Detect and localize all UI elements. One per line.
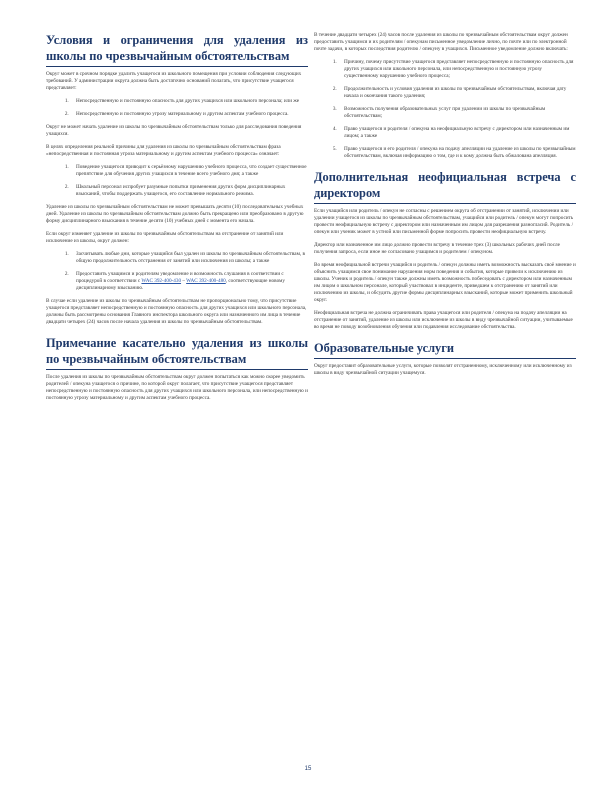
right-column	[314, 32, 576, 383]
paragraph: Если округ изменяет удаление из школы по чрезвычайным обстоятельствам на отстранение от занятий или исключение из школы, округ должен:	[46, 231, 284, 244]
list-item: 2. Непосредственную и постоянную угрозу материальному и другим аспектам учебного процесса.	[70, 111, 308, 118]
paragraph: Удаление из школы по чрезвычайным обстоятельствам не может превышать десяти (10) последовательных учебных дней. Удаление из школы по чрезвычайным обстоятельствам должно быть прекращено или преобразовано в другую форму дисциплинарного взыскания в течение десяти (10) учебных дней с момента его начала.	[46, 204, 304, 224]
paragraph: После удаления из школы по чрезвычайным обстоятельствам округ должен попытаться как можно скорее уведомить родителей / опекуна учащегося о причине, по которой округ полагает, что присутствие учащегося представляет непосредственную и постоянную опасность для других учащихся или школьного персонала, или непосредственную и постоянную угрозу материальному и другим аспектам учебного процесса.	[46, 374, 308, 401]
list-conversion	[46, 251, 308, 292]
heading-emergency-removal-conditions: Условия и ограничения для удаления из школы по чрезвычайным обстоятельствам	[46, 32, 308, 67]
list-item: 1. Причину, почему присутствие учащегося представляет непосредственную и постоянную опасность для других учащихся или школьного персонала, или непосредственную и постоянную угрозу существенному нарушению учебного процесса;	[338, 59, 576, 80]
paragraph: Если учащийся или родитель / опекун не согласны с решением округа об отстранении от занятий, исключении или удалении учащегося из школы по чрезвычайным обстоятельствам, учащийся или родитель / опекун могут попросить провести неофициальную встречу с директором или назначенным им лицом для разрешения разногласий. Родитель / опекун или ученик может в устной или письменной форме попросить провести неофициальную встречу.	[314, 208, 574, 235]
wac-link-430[interactable]: WAC 392-400-430	[141, 278, 182, 284]
paragraph: Округ может в срочном порядке удалить учащегося из школьного помещения при условии соблюдения следующих требований. У администрации округа должна быть достаточно оснований полагать, что присутствие учащегося представляет:	[46, 71, 302, 91]
left-column	[46, 32, 308, 408]
list-item: 2. Школьный персонал испробует разумные попытки применения других форм дисциплинарных взысканий, чтобы поддержать учащегося, его составление нормального режима.	[70, 184, 308, 198]
paragraph: Округ не может начать удаление из школы по чрезвычайным обстоятельствам только для расследования поведения учащихся.	[46, 124, 302, 137]
list-item-text: Предоставить учащимся и родителям уведомление и возможность слушания в соответствии с процедурой в соответствии с	[76, 271, 284, 284]
heading-emergency-removal-notice: Примечание касательно удаления из школы по чрезвычайным обстоятельствам	[46, 335, 308, 370]
paragraph: Во время неофициальной встречи учащийся и родитель / опекун должны иметь возможность высказать своё мнение и объяснить учащимся свое понимание нарушения норм поведения и события, которые привели к исключению из школы. Ученик и родитель / опекун также должны иметь возможность побеседовать с директором или назначенным им лицом о школьном персонале, который участвовал в инциденте, приведшем к отстранению от занятий или исключению из школы, и обсудить другие формы дисциплинарных взысканий, которые может применить школьный округ.	[314, 262, 576, 303]
link-separator: –	[182, 278, 185, 284]
heading-informal-meeting: Дополнительная неофициальная встреча с директором	[314, 169, 576, 204]
paragraph: В течение двадцати четырех (24) часов после удаления из школы по чрезвычайным обстоятельствам округ должен предоставить учащимся и их родителям / опекунам письменное уведомление лично, по почте или по электронной почте задачи, в которых последствия родителю / опекуну в учащихся. Письменное уведомление должно включать:	[314, 32, 568, 52]
list-item: 1. Засчитывать любые дни, которые учащийся был удален из школы по чрезвычайным обстоятельствам, в общую продолжительность отстранения от занятий или исключения из школы; а также	[70, 251, 308, 265]
paragraph: Округ предоставит образовательные услуги, которые позволят отстраненному, исключенному или исключенному из школы в виду чрезвычайной ситуации учащемуся.	[314, 363, 572, 376]
paragraph: В случае если удаление из школы по чрезвычайным обстоятельствам не пропорционально тому, что присутствие учащегося представляет непосредственную и постоянную опасность для других учащихся или школьного персонала, должны быть рассмотрены основания Главного инспектора школьного округа или назначенного им лица в течение двадцати четырех (24) часов после начала удаления из школы по чрезвычайным обстоятельствам.	[46, 298, 307, 325]
list-definition	[46, 164, 308, 198]
wac-link-480[interactable]: WAC 392-400-480	[186, 278, 226, 284]
paragraph: Директор или назначенное им лицо должно провести встречу в течение трех (3) школьных рабочих дней после получения запроса, если иное не согласовано учащимся и родителем / опекуном.	[314, 242, 560, 255]
paragraph: Неофициальная встреча не должна ограничивать права учащегося или родителя / опекуна на подачу апелляции на отстранение от занятий, удаление из школы или исключение из школы в виду чрезвычайной ситуации, учитываемые во время не поводу возобновления обучения или подавления исследование обстоятельства.	[314, 310, 573, 330]
page-number: 15	[304, 766, 312, 772]
list-item-tail: , соответствующие новому дисциплинарному взысканию.	[76, 278, 285, 291]
list-item: 3. Возможность получения образовательных услуг при удалении из школы по чрезвычайным обстоятельствам;	[338, 106, 576, 120]
list-notice-contents	[314, 59, 576, 160]
list-item: 1. Поведение учащегося приводит к серьёзному нарушению учебного процесса, что создает существенное препятствие для обучения других учащихся в течение всего учебного дня; а также	[70, 164, 308, 178]
list-item: 1. Непосредственную и постоянную опасность для других учащихся или школьного персонала; или же	[70, 98, 308, 105]
list-item: 4. Право учащегося и родителя / опекуна на неофициальную встречу с директором или назначенным им лицом; а также	[338, 126, 576, 140]
list-item: 5. Право учащегося и его родителя / опекуна на подачу апелляции на удаление из школы по чрезвычайным обстоятельствам, включая информацию о том, где и к кому должна быть обжалована апелляция.	[338, 146, 576, 160]
list-item: 2. Продолжительность и условия удаления из школы по чрезвычайным обстоятельствам, включая дату начала и окончания такого удаления;	[338, 86, 576, 100]
paragraph: В целях определения реальной причины для удаления из школы по чрезвычайным обстоятельствам фраза «непосредственная и постоянная угроза материальному и другим аспектам учебного процесса» означает:	[46, 144, 281, 157]
list-item	[70, 271, 308, 292]
list-grounds	[46, 98, 308, 118]
heading-educational-services: Образовательные услуги	[314, 340, 576, 359]
